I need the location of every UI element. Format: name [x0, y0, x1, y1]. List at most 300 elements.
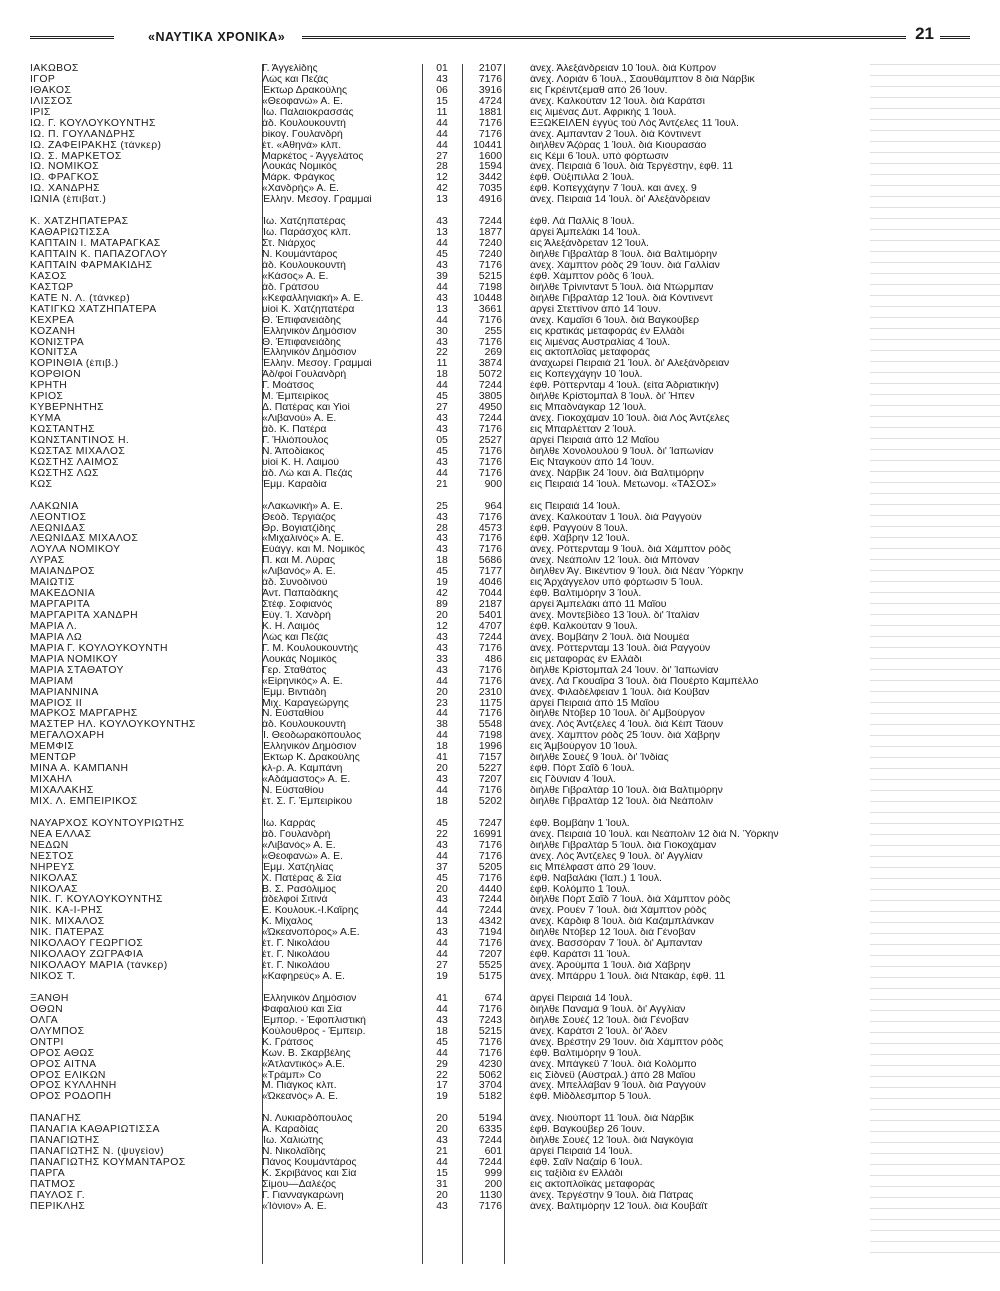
movement-status: άναχωρεί Πειραιά 21 Ίουλ. δι' Αλεξάνδρειαν	[530, 359, 730, 370]
ship-name: ΜΑΡΙΟΣ ΙΙ	[30, 698, 83, 709]
table-row	[30, 633, 974, 644]
spacer	[504, 1016, 530, 1027]
table-row	[30, 600, 974, 611]
flag-code: 13	[436, 917, 448, 928]
flag-code: 39	[436, 271, 448, 282]
movement-status: διήλθε Τρίνινταντ 5 Ίουλ. διά Ντώρμπαν	[530, 282, 714, 293]
movement-status: άργεί Πειραιά άπό 12 Μαΐου	[530, 435, 660, 446]
ship-name: ΟΛΓΑ	[30, 1015, 59, 1026]
spacer	[504, 1060, 530, 1071]
flag-code: 43	[436, 840, 448, 851]
owner-name: Έμπορ. - Έφοπλιστική	[262, 1015, 366, 1026]
tonnage: 7177	[478, 567, 502, 578]
tonnage: 5227	[478, 764, 502, 775]
ship-name: ΝΙΚ. ΠΑΤΕΡΑΣ	[30, 928, 105, 939]
spacer	[504, 961, 530, 972]
owner-name: Ν. Άποδίακος	[262, 446, 325, 457]
movement-status: διήλθε Γιβραλτάρ 5 Ίουλ. διά Γιοκοχάμαν	[530, 840, 717, 851]
tonnage: 1996	[478, 742, 502, 753]
table-row	[30, 294, 974, 305]
flag-code: 45	[436, 446, 448, 457]
tonnage: 7176	[478, 1004, 502, 1015]
ship-name: ΚΡΙΟΣ	[30, 392, 64, 403]
tonnage: 7157	[478, 753, 502, 764]
table-row	[30, 655, 974, 666]
ship-name: ΟΛΥΜΠΟΣ	[30, 1026, 85, 1037]
ship-name: ΜΑΡΙΑ ΛΩ	[30, 632, 82, 643]
ship-name: ΝΙΚ. ΜΙΧΑΛΟΣ	[30, 917, 105, 928]
movement-status: άνεχ. Άρούμπα 1 Ίουλ. διά Χάβρην	[530, 961, 691, 972]
ship-name: ΜΙΧ. Λ. ΕΜΠΕΙΡΙΚΟΣ	[30, 796, 138, 807]
spacer	[504, 381, 530, 392]
spacer	[504, 895, 530, 906]
ship-name: ΚΩΣΤΑΣ ΜΙΧΑΛΟΣ	[30, 446, 126, 457]
tonnage: 7176	[478, 665, 502, 676]
spacer	[504, 852, 530, 863]
movement-status: άνεχ. Βρέστην 29 Ίουν. διά Χάμπτον ρόδς	[530, 1037, 724, 1048]
ship-name: ΟΡΟΣ ΕΛΙΚΩΝ	[30, 1070, 106, 1081]
flag-code: 44	[436, 950, 448, 961]
flag-code: 23	[436, 698, 448, 709]
owner-name: Ε. Κουλουκ.-Ι.Καΐρης	[262, 906, 359, 917]
owner-name: έτ. Γ. Νικολάου	[262, 961, 330, 972]
table-row	[30, 239, 974, 250]
flag-code: 44	[436, 1158, 448, 1169]
owner-name: «Λιβανός» Α. Ε.	[262, 567, 336, 578]
spacer	[504, 359, 530, 370]
tonnage: 1877	[478, 228, 502, 239]
flag-code: 43	[436, 512, 448, 523]
tonnage: 7244	[478, 1158, 502, 1169]
ship-name: ΚΑΠΤΑΙΝ ΦΑΡΜΑΚΙΔΗΣ	[30, 260, 153, 271]
table-row	[30, 469, 974, 480]
owner-name: έτ. Γ. Νικολάου	[262, 950, 330, 961]
movement-status: διήλθε Κρίστομπαλ 24 Ίουν. δι' Ίαπωνίαν	[530, 665, 719, 676]
spacer	[504, 578, 530, 589]
tonnage: 3805	[478, 392, 502, 403]
table-row	[30, 502, 974, 513]
ship-name: ΠΑΥΛΟΣ Γ.	[30, 1190, 86, 1201]
tonnage: 7176	[478, 425, 502, 435]
tonnage: 4342	[478, 917, 502, 928]
spacer	[504, 731, 530, 742]
tonnage: 3704	[478, 1081, 502, 1092]
tonnage: 4440	[478, 884, 502, 895]
journal-title: «ΝΑΥΤΙΚΑ ΧΡΟΝΙΚΑ»	[148, 30, 286, 44]
movement-status: διήλθε Παναμά 9 Ίουλ. δι' Αγγλίαν	[530, 1004, 686, 1015]
ship-name: ΙΩ. Π. ΓΟΥΛΑΝΔΡΗΣ	[30, 129, 136, 140]
owner-name: Ν. Νικολαΐδης	[262, 1147, 326, 1158]
ship-name: ΝΙΚ. Γ. ΚΟΥΛΟΥΚΟΥΝΤΗΣ	[30, 895, 163, 906]
movement-status: εις Άρχάγγελον υπό φόρτωσιν 5 Ίουλ.	[530, 578, 704, 589]
tonnage: 7244	[478, 906, 502, 917]
table-row	[30, 1071, 974, 1082]
flag-code: 43	[436, 775, 448, 786]
ship-name: ΜΙΝΑ Α. ΚΑΜΠΑΝΗ	[30, 764, 129, 775]
movement-status: άνεχ. Πειραιά 6 Ίουλ. διά Τεργέστην, έφθ. 11	[530, 162, 734, 173]
table-row	[30, 86, 974, 97]
ship-name: ΛΟΥΛΑ ΝΟΜΙΚΟΥ	[30, 545, 121, 556]
tonnage: 7198	[478, 282, 502, 293]
owner-name: «Κεφαλληνιακή» Α. Ε.	[262, 293, 364, 304]
table-row	[30, 119, 974, 130]
table-row	[30, 305, 974, 316]
tonnage: 7176	[478, 534, 502, 545]
ship-name: ΟΡΟΣ ΑΙΤΝΑ	[30, 1059, 97, 1070]
owner-name: Κ. Μίχαλος	[262, 917, 313, 928]
ship-name: ΜΕΜΦΙΣ	[30, 742, 75, 753]
spacer	[504, 403, 530, 414]
spacer	[504, 1125, 530, 1136]
table-row	[30, 688, 974, 699]
spacer	[504, 775, 530, 786]
ship-name: ΝΙΚΟΛΑΟΥ ΜΑΡΙΑ (τάνκερ)	[30, 961, 168, 972]
ship-name: ΠΑΤΜΟΣ	[30, 1179, 76, 1190]
ship-name: ΚΑΣΤΩΡ	[30, 282, 74, 293]
table-row	[30, 731, 974, 742]
movement-status: άνεχ. Πειραιά 10 Ίουλ. και Νεάπολιν 12 διά Ν. Ύόρκην	[530, 829, 779, 840]
flag-code: 22	[436, 348, 448, 359]
ship-name: ΜΑΡΙΑ ΣΤΑΘΑΤΟΥ	[30, 665, 124, 676]
owner-name: Α. Καραδίας	[262, 1125, 319, 1136]
tonnage: 5175	[478, 972, 502, 982]
owner-name: Έλληνικόν Δημόσιον	[262, 348, 357, 359]
spacer	[504, 622, 530, 633]
ship-name: ΚΑΣΟΣ	[30, 271, 67, 282]
ship-name: ΠΕΡΙΚΛΗΣ	[30, 1201, 86, 1212]
table-row	[30, 753, 974, 764]
movement-status: εις κρατικάς μεταφοράς έν Ελλάδι	[530, 326, 685, 337]
owner-name: Ί. Θεοδωρακόπουλος	[262, 731, 362, 742]
ship-name: ΛΑΚΩΝΙΑ	[30, 501, 79, 512]
tonnage: 7176	[478, 1048, 502, 1059]
ship-name: ΚΩΣΤΗΣ ΛΑΙΜΟΣ	[30, 457, 119, 468]
tonnage: 7244	[478, 381, 502, 392]
tonnage: 7176	[478, 873, 502, 884]
tonnage: 4707	[478, 621, 502, 632]
movement-status: άνεχ. Λά Γκουαΐρα 3 Ίουλ. διά Πουέρτο Καμπέλλο	[530, 676, 759, 687]
ship-name: ΟΡΟΣ ΡΟΔΟΠΗ	[30, 1092, 112, 1103]
tonnage: 7176	[478, 260, 502, 271]
spacer	[504, 1147, 530, 1158]
owner-name: «Ώκεανός» Α. Ε.	[262, 1092, 339, 1103]
spacer	[504, 1114, 530, 1125]
movement-status: διήλθε Γιβραλτάρ 12 Ίουλ. διά Νεάπολιν	[530, 796, 714, 807]
ship-movements-table	[30, 64, 974, 1224]
spacer	[504, 1027, 530, 1038]
flag-code: 45	[436, 873, 448, 884]
movement-status: έφθ. Μίδδλεσμπορ 5 Ίουλ.	[530, 1092, 652, 1103]
flag-code: 41	[436, 993, 448, 1004]
ship-name: ΚΥΒΕΡΝΗΤΗΣ	[30, 403, 104, 414]
owner-name: υίοί Κ. Η. Λαιμού	[262, 457, 340, 468]
ship-name: ΜΑΡΓΑΡΙΤΑ	[30, 600, 91, 611]
table-row	[30, 173, 974, 184]
table-row	[30, 75, 974, 86]
table-row	[30, 1049, 974, 1060]
flag-code: 12	[436, 621, 448, 632]
spacer	[504, 1180, 530, 1191]
table-row	[30, 830, 974, 841]
movement-status: άνεχ. Νάρβικ 24 Ίουν. διά Βαλτιμόρην	[530, 468, 704, 479]
table-row	[30, 513, 974, 524]
spacer	[504, 742, 530, 753]
ship-name: ΚΟΡΘΙΟΝ	[30, 370, 81, 381]
movement-status: άργεί Άμπελάκι άπό 11 Μαΐου	[530, 600, 667, 611]
ship-group	[30, 1114, 974, 1212]
tonnage: 4573	[478, 523, 502, 534]
ship-name: ΜΑΡΙΑΜ	[30, 676, 74, 687]
flag-code: 43	[436, 293, 448, 304]
table-row	[30, 141, 974, 152]
ship-name: ΝΙΚΟΛΑΟΥ ΖΩΓΡΑΦΙΑ	[30, 950, 144, 961]
ship-name: ΙΩ. ΖΑΦΕΙΡΑΚΗΣ (τάνκερ)	[30, 140, 162, 151]
tonnage: 4916	[478, 195, 502, 206]
flag-code: 31	[436, 1179, 448, 1190]
ship-name: ΚΩΣΤΑΝΤΗΣ	[30, 425, 96, 435]
owner-name: Β. Σ. Ρασόλιμος	[262, 884, 337, 895]
tonnage: 7176	[478, 446, 502, 457]
table-row	[30, 1180, 974, 1191]
tonnage: 3442	[478, 173, 502, 184]
table-row	[30, 228, 974, 239]
owner-name: «Μιχαλινός» Α. Ε.	[262, 534, 345, 545]
spacer	[504, 688, 530, 699]
flag-code: 44	[436, 939, 448, 950]
table-row	[30, 1158, 974, 1169]
flag-code: 18	[436, 370, 448, 381]
tonnage: 7176	[478, 676, 502, 687]
spacer	[504, 173, 530, 184]
owner-name: Έλληνικόν Δημόσιον	[262, 326, 357, 337]
tonnage: 5548	[478, 720, 502, 731]
table-row	[30, 699, 974, 710]
movement-status: εις Πειραιά 14 Ίουλ.	[530, 501, 621, 512]
ship-name: ΜΑΡΓΑΡΙΤΑ ΧΑΝΔΡΗ	[30, 611, 138, 621]
owner-name: Μ. Πιάγκος κλπ.	[262, 1081, 337, 1092]
flag-code: 20	[436, 687, 448, 698]
ship-name: ΙΩ. Γ. ΚΟΥΛΟΥΚΟΥΝΤΗΣ	[30, 118, 156, 129]
movement-status: έφθ. Καράτσι 11 Ίουλ.	[530, 950, 631, 961]
tonnage: 5072	[478, 370, 502, 381]
page-number: 21	[915, 24, 934, 43]
flag-code: 44	[436, 282, 448, 293]
spacer	[504, 64, 530, 75]
flag-code: 20	[436, 611, 448, 621]
ship-name: ΠΑΝΑΓΙΩΤΗΣ	[30, 1136, 100, 1147]
spacer	[504, 709, 530, 720]
spacer	[504, 567, 530, 578]
flag-code: 43	[436, 425, 448, 435]
owner-name: Άδ/φοί Γουλανδρή	[262, 370, 347, 381]
owner-name: «Λιβανός» Α. Ε.	[262, 840, 336, 851]
tonnage: 7035	[478, 184, 502, 195]
flag-code: 45	[436, 567, 448, 578]
flag-code: 43	[436, 1015, 448, 1026]
ship-name: ΚΩΝΣΤΑΝΤΙΝΟΣ Η.	[30, 435, 130, 446]
flag-code: 44	[436, 381, 448, 392]
flag-code: 27	[436, 961, 448, 972]
flag-code: 43	[436, 217, 448, 228]
tonnage: 7207	[478, 950, 502, 961]
ship-name: ΜΑΡΙΑΝΝΙΝΑ	[30, 687, 99, 698]
table-row	[30, 567, 974, 578]
movement-status: άργεί Στεττίνον άπό 14 Ίουν.	[530, 304, 661, 315]
flag-code: 45	[436, 818, 448, 829]
tonnage: 7244	[478, 632, 502, 643]
spacer	[504, 217, 530, 228]
flag-code: 38	[436, 720, 448, 731]
spacer	[504, 239, 530, 250]
movement-status: εις ακτοπλοϊκάς μεταφοράς	[530, 1179, 655, 1190]
table-row	[30, 338, 974, 349]
ship-name: ΙΑΚΩΒΟΣ	[30, 64, 79, 74]
spacer	[504, 414, 530, 425]
flag-code: 43	[436, 1136, 448, 1147]
owner-name: Γ. Άγγελίδης	[262, 64, 318, 74]
movement-status: άνεχ. Χάμπτον ρόδς 25 Ίουν. διά Χάβρην	[530, 731, 720, 742]
movement-status: άνεχ. Λός Άντζελες 9 Ίουλ. δι' Αγγλίαν	[530, 851, 703, 862]
spacer	[504, 1136, 530, 1147]
movement-status: διήλθε Ντόβερ 12 Ίουλ. διά Γένοβαν	[530, 928, 696, 939]
table-row	[30, 327, 974, 338]
movement-status: άνεχ. Ρουέν 7 Ίουλ. διά Χάμπτον ρόδς	[530, 906, 707, 917]
flag-code: 20	[436, 764, 448, 775]
owner-name: Εύγ. Ί. Χανδρή	[262, 611, 331, 621]
flag-code: 42	[436, 589, 448, 600]
owner-name: Κ. Η. Λαιμός	[262, 621, 320, 632]
table-row	[30, 217, 974, 228]
flag-code: 27	[436, 403, 448, 414]
spacer	[504, 950, 530, 961]
movement-status: άνεχ. Βαλτιμόρην 12 Ίουλ. διά Κουβάϊτ	[530, 1201, 708, 1212]
flag-code: 44	[436, 468, 448, 479]
movement-status: έφθ. Ρόττερνταμ 4 Ίουλ. (είτα Άδριατικήν)	[530, 381, 720, 392]
table-row	[30, 162, 974, 173]
spacer	[504, 841, 530, 852]
flag-code: 43	[436, 74, 448, 85]
movement-status: διήλθε Σουέζ 12 Ίουλ. διά Γένοβαν	[530, 1015, 689, 1026]
ship-name: ΟΘΩΝ	[30, 1004, 64, 1015]
ship-name: ΝΙΚΟΣ Τ.	[30, 972, 76, 982]
movement-status: διήλθε Γιβραλτάρ 8 Ίουλ. διά Βαλτιμόρην	[530, 250, 718, 260]
flag-code: 13	[436, 304, 448, 315]
table-row	[30, 534, 974, 545]
movement-status: έφθ. Λά Παλλίς 8 Ίουλ.	[530, 217, 635, 228]
flag-code: 43	[436, 1201, 448, 1212]
ship-name: ΝΑΥΑΡΧΟΣ ΚΟΥΝΤΟΥΡΙΩΤΗΣ	[30, 818, 185, 829]
tonnage: 486	[484, 654, 502, 665]
owner-name: άδ. Γουλανδρή	[262, 829, 331, 840]
flag-code: 11	[436, 359, 448, 370]
owner-name: Σίμου—Δαλέζος	[262, 1179, 337, 1190]
flag-code: 12	[436, 173, 448, 184]
table-row	[30, 480, 974, 491]
tonnage: 255	[484, 326, 502, 337]
tonnage: 7176	[478, 74, 502, 85]
movement-status: άνεχ. Πειραιά 14 Ίουλ. δι' Αλεξάνδρειαν	[530, 195, 711, 206]
tonnage: 7176	[478, 545, 502, 556]
spacer	[504, 480, 530, 491]
flag-code: 44	[436, 239, 448, 250]
ship-name: ΝΕΑ ΕΛΛΑΣ	[30, 829, 92, 840]
owner-name: Γερ. Σταθάτος	[262, 665, 327, 676]
movement-status: άνεχ. Καλκούταν 12 Ίουλ. διά Καράτσι	[530, 96, 705, 107]
table-row	[30, 1191, 974, 1202]
tonnage: 1600	[478, 151, 502, 162]
tonnage: 7198	[478, 731, 502, 742]
flag-code: 33	[436, 654, 448, 665]
tonnage: 1594	[478, 162, 502, 173]
spacer	[504, 108, 530, 119]
ship-name: ΛΕΩΝΙΔΑΣ ΜΙΧΑΛΟΣ	[30, 534, 139, 545]
tonnage: 200	[484, 1179, 502, 1190]
table-row	[30, 545, 974, 556]
tonnage: 4046	[478, 578, 502, 589]
owner-name: Στ. Νιάρχος	[262, 239, 316, 250]
movement-status: άνεχ. Ρόττερνταμ 9 Ίουλ. διά Χάμπτον ρόδς	[530, 545, 731, 556]
movement-status: άνεχ. Λός Άντζελες 4 Ίουλ. διά Κέιπ Τάουν	[530, 720, 724, 731]
owner-name: Λώς και Πεζάς	[262, 632, 329, 643]
flag-code: 17	[436, 1081, 448, 1092]
movement-status: εις Πειραιά 14 Ίουλ. Μετωνομ. «ΤΑΣΟΣ»	[530, 479, 717, 490]
spacer	[504, 272, 530, 283]
table-row	[30, 425, 974, 436]
ship-group	[30, 819, 974, 983]
flag-code: 21	[436, 1147, 448, 1158]
ship-name: ΜΕΝΤΩΡ	[30, 753, 77, 764]
ship-name: ΜΑΣΤΕΡ ΗΛ. ΚΟΥΛΟΥΚΟΥΝΤΗΣ	[30, 720, 196, 731]
flag-code: 43	[436, 545, 448, 556]
table-row	[30, 709, 974, 720]
movement-status: άνεχ. Τεργέστην 9 Ίουλ. διά Πάτρας	[530, 1190, 694, 1201]
movement-status: άνεχ. Βασσόραν 7 Ίουλ. δι' Αμπανταν	[530, 939, 703, 950]
tonnage: 5194	[478, 1114, 502, 1125]
ship-name: ΠΑΝΑΓΙΩΤΗΣ Ν. (ψυγείον)	[30, 1147, 165, 1158]
tonnage: 5215	[478, 1026, 502, 1037]
flag-code: 30	[436, 326, 448, 337]
spacer	[504, 130, 530, 141]
ship-name: ΝΙΚΟΛΑΟΥ ΓΕΩΡΓΙΟΣ	[30, 939, 144, 950]
movement-status: άνεχ. Ρόττερνταμ 13 Ίουλ. διά Ραγγούν	[530, 643, 711, 654]
ship-name: ΚΑΠΤΑΙΝ Κ. ΠΑΠΑΖΟΓΛΟΥ	[30, 250, 168, 260]
movement-status: άργεί Πειραιά 14 Ίουλ.	[530, 1147, 633, 1158]
movement-status: έφθ. Χάβρην 12 Ίουλ.	[530, 534, 630, 545]
flag-code: 18	[436, 1026, 448, 1037]
spacer	[504, 644, 530, 655]
table-row	[30, 1038, 974, 1049]
ship-name: ΙΩΝΙΑ (έπιβατ.)	[30, 195, 107, 206]
owner-name: Ν. Εύσταθίου	[262, 709, 324, 720]
movement-status: ΕΞΩΚΕΙΛΕΝ έγγύς τού Λός Άντζελες 11 Ίουλ.	[530, 118, 739, 129]
table-row	[30, 895, 974, 906]
movement-status: διήλθε Γιβραλτάρ 12 Ίουλ. διά Κόντινεντ	[530, 293, 713, 304]
flag-code: 13	[436, 228, 448, 239]
table-row	[30, 874, 974, 885]
table-row	[30, 414, 974, 425]
tonnage: 5062	[478, 1070, 502, 1081]
owner-name: Θ. Έπιφανειάδης	[262, 315, 341, 326]
spacer	[504, 75, 530, 86]
spacer	[504, 1169, 530, 1180]
spacer	[504, 863, 530, 874]
table-row	[30, 195, 974, 206]
ship-name: ΙΘΑΚΟΣ	[30, 85, 72, 96]
flag-code: 44	[436, 129, 448, 140]
tonnage: 7176	[478, 457, 502, 468]
spacer	[504, 1191, 530, 1202]
movement-status: εις ταξίδια έν Ελλάδι	[530, 1169, 623, 1179]
